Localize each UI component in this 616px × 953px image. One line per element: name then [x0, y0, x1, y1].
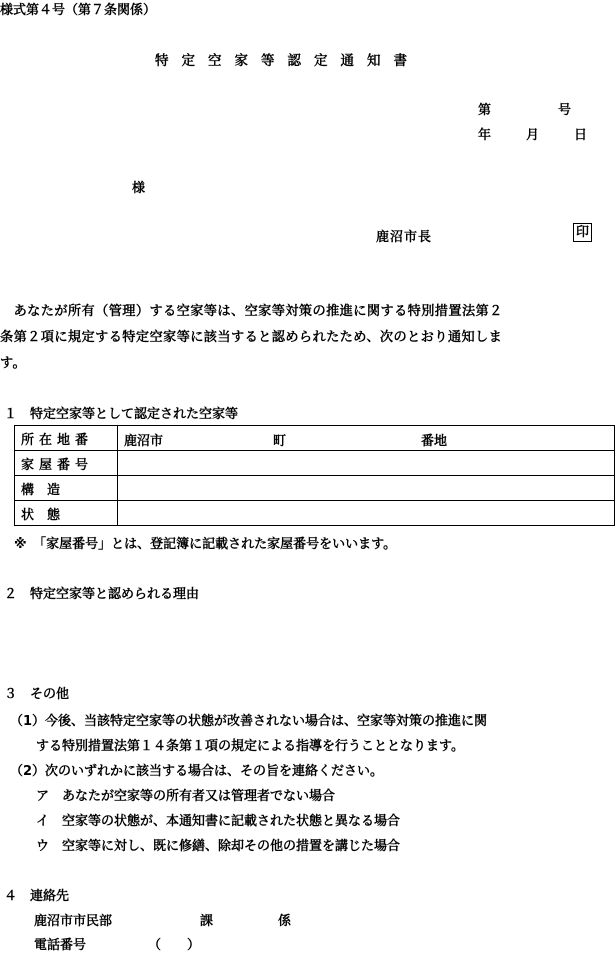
- label-structure: [15, 476, 118, 501]
- seal-mark: [573, 223, 592, 242]
- house-number-note: ※ 「家屋番号」とは、登記簿に記載された家屋番号をいいます。: [14, 537, 397, 552]
- property-table: [14, 425, 615, 526]
- value-structure: [118, 476, 615, 501]
- location-lot: 番地: [421, 434, 448, 449]
- phone-parens: （ ）: [148, 938, 201, 953]
- table-row: [15, 426, 615, 451]
- location-town: 町: [273, 434, 287, 449]
- table-row: [15, 476, 615, 501]
- section2-heading: ２ 特定空家等と認められる理由: [4, 587, 200, 602]
- other-item-2c: ウ 空家等に対し、既に修繕、除却その他の措置を講じた場合: [10, 839, 401, 854]
- seal-text: 印: [573, 223, 592, 242]
- section4-heading: ４ 連絡先: [4, 889, 70, 904]
- location-city: 鹿沼市: [124, 434, 164, 449]
- document-title: 特定空家等認定通知書: [155, 53, 420, 69]
- phone-label: 電話番号: [34, 938, 87, 953]
- table-row: [15, 501, 615, 526]
- value-condition: [118, 501, 615, 526]
- form-number: 様式第４号（第７条関係）: [0, 3, 157, 18]
- section1-heading: １ 特定空家等として認定された空家等: [4, 407, 239, 422]
- section3-heading: ３ その他: [4, 687, 70, 702]
- document-number-line: 第 号: [478, 103, 575, 118]
- body-line-2: 条第２項に規定する特定空家等に該当すると認められたため、次のとおり通知しま: [0, 330, 503, 345]
- other-item-2a: ア あなたが空家等の所有者又は管理者でない場合: [10, 789, 336, 804]
- label-condition: [15, 501, 118, 526]
- other-item-1a: （1）今後、当該特定空家等の状態が改善されない場合は、空家等対策の推進に関: [10, 714, 488, 729]
- label-structure-text: 構 造: [21, 482, 61, 498]
- body-line-1: あなたが所有（管理）する空家等は、空家等対策の推進に関する特別措置法第２: [0, 304, 503, 319]
- value-house-number: [118, 451, 615, 476]
- table-row: [15, 451, 615, 476]
- other-item-1b: する特別措置法第１４条第１項の規定による指導を行うこととなります。: [10, 739, 464, 754]
- sender-name: 鹿沼市長: [376, 230, 433, 245]
- contact-unit-label: 係: [278, 914, 292, 929]
- contact-section-label: 課: [200, 914, 214, 929]
- label-location: 所在地番: [15, 426, 118, 451]
- body-line-3: す。: [0, 356, 27, 371]
- label-condition-text: 状 態: [21, 507, 61, 523]
- other-item-2: （2）次のいずれかに該当する場合は、その旨を連絡ください。: [10, 764, 384, 779]
- label-house-number: 家屋番号: [15, 451, 118, 476]
- contact-dept: 鹿沼市市民部: [34, 914, 113, 929]
- addressee-suffix: 様: [132, 181, 146, 196]
- value-location: [118, 426, 615, 451]
- date-line: 年 月 日: [478, 128, 591, 143]
- other-item-2b: イ 空家等の状態が、本通知書に記載された状態と異なる場合: [10, 814, 401, 829]
